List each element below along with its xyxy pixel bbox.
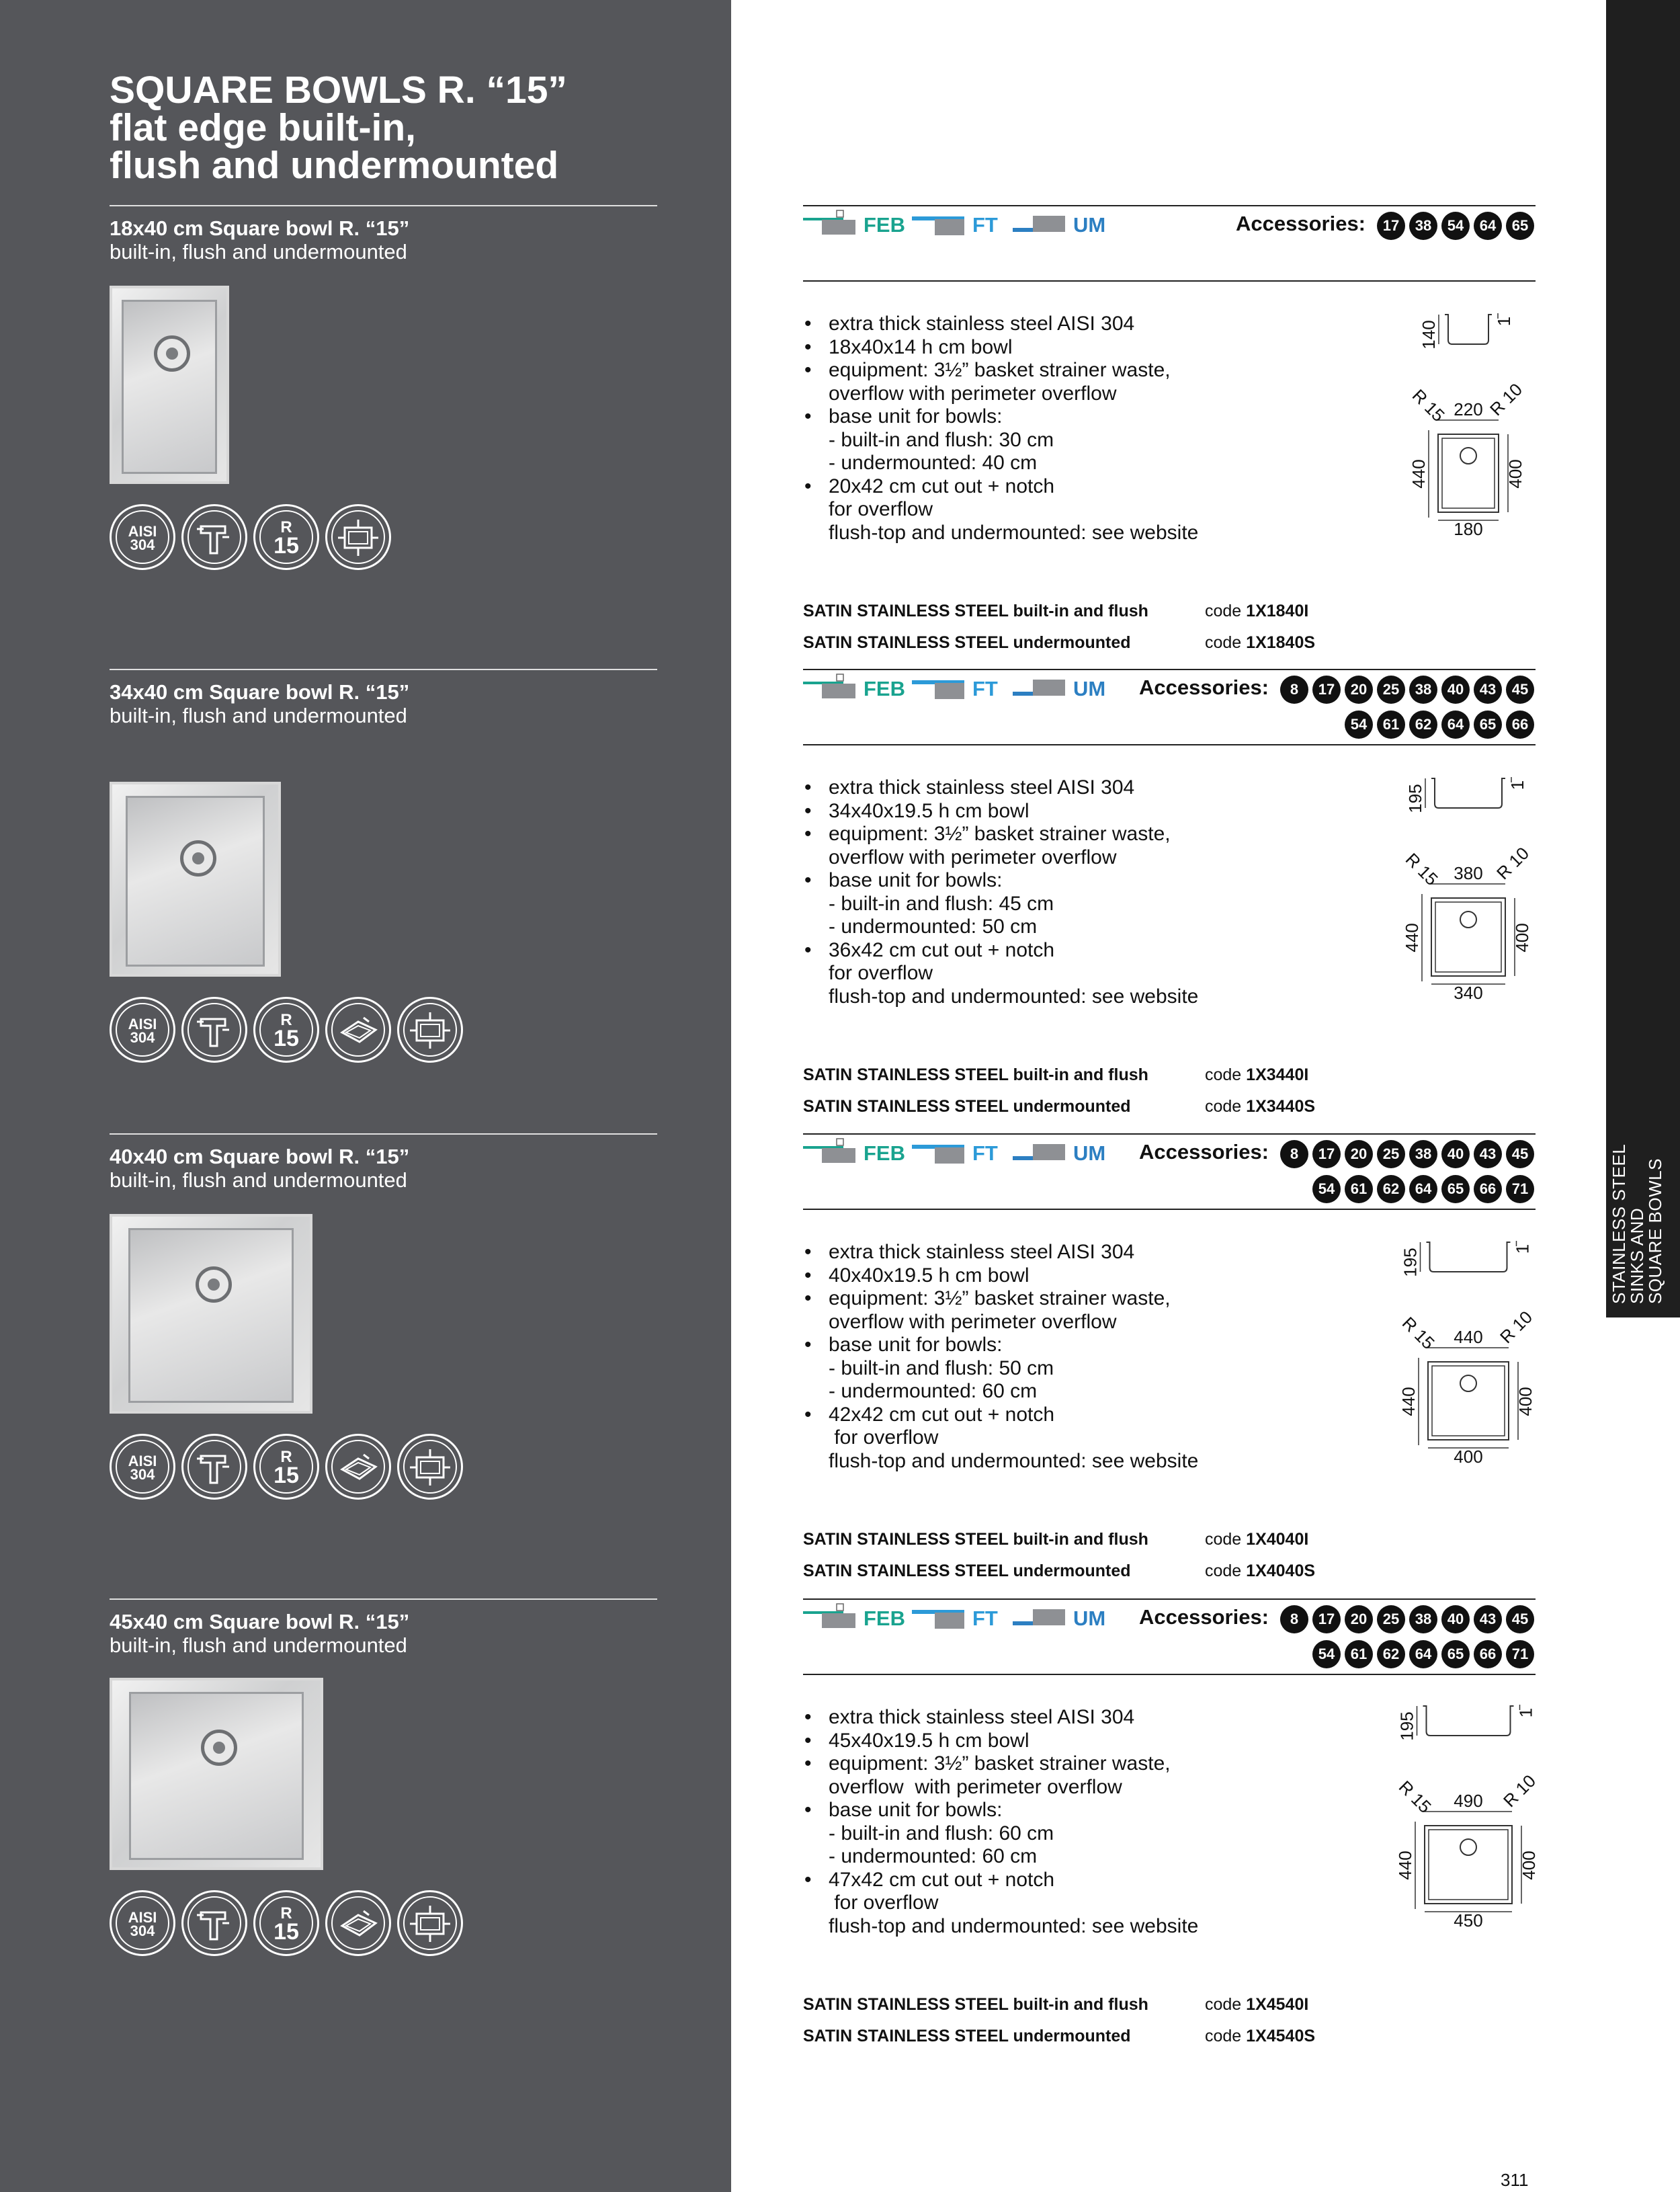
feature-item: • base unit for bowls: <box>803 1334 1198 1357</box>
feature-item: for overflow <box>829 1426 939 1449</box>
product-top-rule <box>803 669 1536 670</box>
accessory-badge[interactable]: 17 <box>1377 212 1405 240</box>
gauge-glyph <box>183 1436 245 1498</box>
product-top-rule <box>803 205 1536 206</box>
accessory-badge[interactable]: 65 <box>1441 1640 1470 1668</box>
aisi-label <box>112 1018 173 1045</box>
feature-item: - undermounted: 50 cm <box>829 916 1038 938</box>
product-top-rule <box>803 1133 1536 1135</box>
flush-icon <box>325 1434 391 1500</box>
bowl-profile <box>1431 778 1505 808</box>
flush-glyph <box>327 999 389 1061</box>
ft-label: FT <box>972 213 998 237</box>
dimension-drawing <box>1391 1230 1537 1472</box>
code-prefix: code <box>1205 2027 1242 2045</box>
accessory-badge[interactable]: 71 <box>1506 1175 1534 1203</box>
accessory-badge[interactable]: 38 <box>1409 676 1437 704</box>
feb-label: FEB <box>864 1607 905 1630</box>
product-photo <box>110 782 281 977</box>
accessory-badge[interactable]: 40 <box>1441 676 1470 704</box>
radius-bottom: 15 <box>274 533 299 559</box>
product-code <box>1205 2027 1315 2046</box>
page-title-line: flat edge built-in, <box>110 106 416 149</box>
accessories-rule <box>803 1209 1536 1210</box>
accessories-rule <box>803 280 1536 282</box>
finish-label: SATIN STAINLESS STEEL undermounted <box>803 633 1131 652</box>
feb-label: FEB <box>864 213 905 237</box>
feature-item: - built-in and flush: 50 cm <box>829 1356 1054 1379</box>
accessory-badge[interactable]: 40 <box>1441 1140 1470 1168</box>
inner-height-dimension: 400 <box>1512 923 1532 952</box>
top-width-dimension: 220 <box>1454 399 1483 419</box>
accessory-badge[interactable]: 20 <box>1345 1605 1373 1633</box>
finish-label: SATIN STAINLESS STEEL undermounted <box>803 1561 1131 1580</box>
code-value: 1X3440S <box>1246 1097 1316 1116</box>
top-width-dimension: 440 <box>1454 1327 1483 1347</box>
radius-left-label: R 15 <box>1398 1313 1439 1354</box>
gauge-icon <box>181 1434 247 1500</box>
aisi-icon <box>110 1890 175 1956</box>
drain-hole <box>1460 1839 1476 1855</box>
accessory-badge[interactable]: 40 <box>1441 1605 1470 1633</box>
feature-item: for overflow <box>829 498 933 520</box>
feature-item: • base unit for bowls: <box>803 869 1198 893</box>
finish-label: SATIN STAINLESS STEEL built-in and flush <box>803 1530 1148 1549</box>
gauge-glyph <box>183 999 245 1061</box>
gauge-icon <box>181 504 247 570</box>
outer-height-dimension: 440 <box>1395 1851 1415 1880</box>
radius-right-label: R 10 <box>1493 843 1534 884</box>
code-prefix: code <box>1205 602 1242 620</box>
accessory-badge[interactable]: 66 <box>1474 1640 1502 1668</box>
radius-icon <box>253 1890 319 1956</box>
product-name: 34x40 cm Square bowl R. “15” <box>110 680 410 704</box>
product-photo <box>110 1214 312 1414</box>
aisi-label <box>112 1455 173 1481</box>
aisi-bottom: 304 <box>130 1922 155 1939</box>
dimension-drawing <box>1391 302 1525 544</box>
product-divider <box>110 1133 657 1135</box>
ft-label: FT <box>972 677 998 700</box>
aisi-top: AISI <box>128 1453 157 1469</box>
um-label: UM <box>1073 213 1106 237</box>
accessories-label: Accessories: <box>1139 676 1269 699</box>
accessory-badge[interactable]: 17 <box>1312 1140 1341 1168</box>
feature-item: - built-in and flush: 60 cm <box>829 1822 1054 1844</box>
flush-glyph <box>327 1436 389 1498</box>
accessory-badge[interactable]: 38 <box>1409 1605 1437 1633</box>
feature-list <box>803 313 1198 544</box>
accessory-badge[interactable]: 17 <box>1312 1605 1341 1633</box>
radius-right-label: R 10 <box>1496 1307 1537 1348</box>
um-mount-icon <box>1013 210 1070 237</box>
bottom-width-dimension: 400 <box>1454 1447 1483 1467</box>
feature-item: • extra thick stainless steel AISI 304 <box>803 1241 1198 1264</box>
finish-label: SATIN STAINLESS STEEL undermounted <box>803 2027 1131 2045</box>
accessory-badge[interactable]: 54 <box>1312 1175 1341 1203</box>
feature-item: for overflow <box>829 962 933 984</box>
accessory-badge[interactable]: 54 <box>1441 212 1470 240</box>
product-photo <box>110 1678 323 1870</box>
depth-dimension: 195 <box>1400 1248 1421 1277</box>
feature-item: - built-in and flush: 30 cm <box>829 428 1054 451</box>
accessories-label: Accessories: <box>1139 1140 1269 1164</box>
feature-item: • base unit for bowls: <box>803 1799 1198 1822</box>
finish-label: SATIN STAINLESS STEEL built-in and flush <box>803 602 1148 620</box>
page-title-line: flush and undermounted <box>110 144 559 187</box>
finish-label: SATIN STAINLESS STEEL built-in and flush <box>803 1995 1148 2014</box>
um-label: UM <box>1073 1607 1106 1630</box>
aisi-label <box>112 525 173 552</box>
code-value: 1X4040S <box>1246 1561 1316 1580</box>
product-code <box>1205 1995 1308 2015</box>
accessory-badge[interactable]: 71 <box>1506 1640 1534 1668</box>
aisi-top: AISI <box>128 523 157 540</box>
accessories-rule <box>803 744 1536 745</box>
code-value: 1X4040I <box>1246 1530 1309 1549</box>
feature-item: • 42x42 cm cut out + notch <box>803 1404 1198 1427</box>
bowl-outline <box>1438 434 1499 512</box>
feature-item: flush-top and undermounted: see website <box>829 521 1199 544</box>
accessory-badge[interactable]: 66 <box>1506 711 1534 739</box>
radius-top: R <box>280 518 292 536</box>
accessory-badge[interactable]: 64 <box>1409 1640 1437 1668</box>
feature-item: • extra thick stainless steel AISI 304 <box>803 776 1198 800</box>
aisi-icon <box>110 997 175 1063</box>
bottom-width-dimension: 340 <box>1454 983 1483 1003</box>
accessory-badge[interactable]: 8 <box>1280 676 1308 704</box>
finish-label: SATIN STAINLESS STEEL undermounted <box>803 1097 1131 1116</box>
aisi-label <box>112 1911 173 1938</box>
radius-top: R <box>280 1448 292 1466</box>
aisi-bottom: 304 <box>130 536 155 553</box>
feb-mount-icon <box>803 210 860 237</box>
accessory-badge[interactable]: 25 <box>1377 1605 1405 1633</box>
accessory-badge[interactable]: 8 <box>1280 1140 1308 1168</box>
code-prefix: code <box>1205 1530 1242 1549</box>
feature-item: • base unit for bowls: <box>803 405 1198 429</box>
um-label: UM <box>1073 677 1106 700</box>
ft-mount-icon <box>912 674 969 701</box>
bowl-basin <box>122 300 218 473</box>
accessory-badge[interactable]: 45 <box>1506 1140 1534 1168</box>
gauge-icon <box>181 1890 247 1956</box>
um-mount-icon <box>1013 1604 1070 1631</box>
aisi-icon <box>110 504 175 570</box>
bowl-basin <box>126 796 265 967</box>
accessories-rule <box>803 1674 1536 1675</box>
flush-icon <box>325 997 391 1063</box>
feature-item: flush-top and undermounted: see website <box>829 1914 1199 1937</box>
accessory-badge[interactable]: 54 <box>1312 1640 1341 1668</box>
bowl-profile <box>1427 1242 1511 1272</box>
accessory-badge[interactable]: 64 <box>1441 711 1470 739</box>
product-subtitle: built-in, flush and undermounted <box>110 704 407 727</box>
feb-label: FEB <box>864 1141 905 1165</box>
bowl-outline <box>1428 1362 1509 1440</box>
product-code <box>1205 1097 1315 1117</box>
accessory-badge[interactable]: 64 <box>1474 212 1502 240</box>
gauge-icon <box>181 997 247 1063</box>
feature-item: • 47x42 cm cut out + notch <box>803 1869 1198 1892</box>
radius-bottom: 15 <box>274 1463 299 1488</box>
feature-item: overflow with perimeter overflow <box>829 1775 1122 1798</box>
dimension-drawing <box>1391 1694 1540 1936</box>
aisi-top: AISI <box>128 1016 157 1032</box>
feb-mount-icon <box>803 674 860 701</box>
feature-item: • equipment: 3½” basket strainer waste, <box>803 823 1198 846</box>
code-value: 1X4540S <box>1246 2027 1316 2045</box>
bowl-outline <box>1431 898 1505 976</box>
gauge-glyph <box>183 506 245 568</box>
accessory-badge[interactable]: 20 <box>1345 1140 1373 1168</box>
product-name: 40x40 cm Square bowl R. “15” <box>110 1145 410 1168</box>
aisi-icon <box>110 1434 175 1500</box>
section-tab-line: SINKS AND <box>1627 1207 1647 1304</box>
product-code <box>1205 1530 1308 1549</box>
accessory-badge[interactable]: 54 <box>1345 711 1373 739</box>
um-mount-icon <box>1013 674 1070 701</box>
accessory-badge[interactable]: 62 <box>1377 1175 1405 1203</box>
radius-top: R <box>280 1904 292 1922</box>
feature-item: • equipment: 3½” basket strainer waste, <box>803 1287 1198 1311</box>
ft-label: FT <box>972 1607 998 1630</box>
code-value: 1X4540I <box>1246 1995 1309 2014</box>
feature-item: overflow with perimeter overflow <box>829 1310 1117 1333</box>
product-code <box>1205 633 1315 653</box>
bowl-profile <box>1423 1706 1514 1736</box>
radius-icon <box>253 504 319 570</box>
um-label: UM <box>1073 1141 1106 1165</box>
bowl-basin <box>128 1228 294 1403</box>
product-code <box>1205 1561 1315 1581</box>
rim-dimension: 1 <box>1507 780 1527 790</box>
product-photo <box>110 286 229 484</box>
drain-hole <box>1460 448 1476 464</box>
product-code <box>1205 602 1308 621</box>
accessory-badge[interactable]: 66 <box>1474 1175 1502 1203</box>
section-tab-label <box>1610 1102 1665 1304</box>
accessory-badge[interactable]: 43 <box>1474 676 1502 704</box>
accessory-badge[interactable]: 25 <box>1377 676 1405 704</box>
flush-glyph <box>327 1892 389 1954</box>
radius-right-label: R 10 <box>1499 1771 1540 1812</box>
accessory-badge[interactable]: 61 <box>1377 711 1405 739</box>
ft-mount-icon <box>912 210 969 237</box>
feature-item: overflow with perimeter overflow <box>829 382 1117 405</box>
drain-strainer <box>196 1266 232 1303</box>
ft-label: FT <box>972 1141 998 1165</box>
cutout-icon <box>397 997 463 1063</box>
accessory-badge[interactable]: 45 <box>1506 676 1534 704</box>
rim-dimension: 1 <box>1494 316 1514 327</box>
accessory-badge[interactable]: 65 <box>1474 711 1502 739</box>
rim-dimension: 1 <box>1512 1244 1533 1254</box>
feature-list <box>803 1241 1198 1473</box>
accessory-badge[interactable]: 61 <box>1345 1640 1373 1668</box>
radius-icon <box>253 1434 319 1500</box>
aisi-bottom: 304 <box>130 1466 155 1483</box>
feature-item: flush-top and undermounted: see website <box>829 985 1199 1008</box>
accessories-label: Accessories: <box>1139 1605 1269 1629</box>
feature-item: • 18x40x14 h cm bowl <box>803 336 1198 360</box>
cutout-glyph <box>327 506 389 568</box>
drain-hole <box>1460 911 1476 928</box>
inner-height-dimension: 400 <box>1519 1851 1539 1880</box>
drain-strainer <box>154 335 190 372</box>
accessory-badge[interactable]: 38 <box>1409 212 1437 240</box>
product-subtitle: built-in, flush and undermounted <box>110 240 407 263</box>
code-prefix: code <box>1205 633 1242 652</box>
product-divider <box>110 205 657 206</box>
radius-icon <box>253 997 319 1063</box>
code-prefix: code <box>1205 1065 1242 1084</box>
feature-item: overflow with perimeter overflow <box>829 846 1117 868</box>
radius-top: R <box>280 1011 292 1029</box>
depth-dimension: 140 <box>1419 320 1439 350</box>
accessory-badge[interactable]: 62 <box>1409 711 1437 739</box>
cutout-glyph <box>399 999 461 1061</box>
aisi-top: AISI <box>128 1909 157 1926</box>
inner-height-dimension: 400 <box>1505 459 1525 489</box>
feature-list <box>803 1706 1198 1938</box>
feature-item: • extra thick stainless steel AISI 304 <box>803 1706 1198 1730</box>
feature-item: • 34x40x19.5 h cm bowl <box>803 800 1198 823</box>
product-name: 45x40 cm Square bowl R. “15” <box>110 1610 410 1633</box>
feature-item: • 40x40x19.5 h cm bowl <box>803 1264 1198 1288</box>
accessory-badge[interactable]: 38 <box>1409 1140 1437 1168</box>
product-top-rule <box>803 1598 1536 1600</box>
product-name: 18x40 cm Square bowl R. “15” <box>110 216 410 240</box>
radius-bottom: 15 <box>274 1026 299 1051</box>
accessory-badge[interactable]: 25 <box>1377 1140 1405 1168</box>
product-code <box>1205 1065 1308 1085</box>
feature-item: - undermounted: 60 cm <box>829 1845 1038 1867</box>
depth-dimension: 195 <box>1396 1711 1417 1741</box>
feature-item: • equipment: 3½” basket strainer waste, <box>803 359 1198 382</box>
product-subtitle: built-in, flush and undermounted <box>110 1168 407 1192</box>
radius-left-label: R 15 <box>1408 385 1449 426</box>
drain-hole <box>1460 1375 1476 1391</box>
cutout-glyph <box>399 1892 461 1954</box>
feature-list <box>803 776 1198 1008</box>
bottom-width-dimension: 450 <box>1454 1910 1483 1931</box>
accessory-badge[interactable]: 62 <box>1377 1640 1405 1668</box>
accessory-badge[interactable]: 64 <box>1409 1175 1437 1203</box>
radius-right-label: R 10 <box>1486 379 1527 420</box>
outer-height-dimension: 440 <box>1402 923 1422 952</box>
product-subtitle: built-in, flush and undermounted <box>110 1633 407 1657</box>
ft-mount-icon <box>912 1139 969 1166</box>
inner-height-dimension: 400 <box>1515 1387 1536 1416</box>
outer-height-dimension: 440 <box>1409 459 1429 489</box>
rim-dimension: 1 <box>1515 1707 1536 1718</box>
accessories-label: Accessories: <box>1236 212 1366 235</box>
code-value: 1X3440I <box>1246 1065 1309 1084</box>
accessory-badge[interactable]: 8 <box>1280 1605 1308 1633</box>
code-value: 1X1840I <box>1246 602 1309 620</box>
accessory-badge[interactable]: 61 <box>1345 1175 1373 1203</box>
outer-height-dimension: 440 <box>1398 1387 1419 1416</box>
feature-item: - built-in and flush: 45 cm <box>829 892 1054 915</box>
cutout-icon <box>325 504 391 570</box>
feature-item: • 36x42 cm cut out + notch <box>803 939 1198 963</box>
feature-item: • equipment: 3½” basket strainer waste, <box>803 1752 1198 1776</box>
accessory-badge[interactable]: 43 <box>1474 1605 1502 1633</box>
feature-item: for overflow <box>829 1892 939 1914</box>
aisi-bottom: 304 <box>130 1029 155 1046</box>
product-divider <box>110 1598 657 1600</box>
finish-label: SATIN STAINLESS STEEL built-in and flush <box>803 1065 1148 1084</box>
code-prefix: code <box>1205 1995 1242 2014</box>
top-width-dimension: 380 <box>1454 863 1483 883</box>
feature-item: • 45x40x19.5 h cm bowl <box>803 1730 1198 1753</box>
accessory-badge[interactable]: 43 <box>1474 1140 1502 1168</box>
accessory-badge[interactable]: 65 <box>1506 212 1534 240</box>
feb-mount-icon <box>803 1139 860 1166</box>
bowl-outline <box>1425 1826 1512 1904</box>
drain-strainer <box>180 840 216 877</box>
accessory-badge[interactable]: 65 <box>1441 1175 1470 1203</box>
accessory-badge[interactable]: 45 <box>1506 1605 1534 1633</box>
radius-left-label: R 15 <box>1401 849 1442 890</box>
dimension-drawing <box>1391 766 1534 1008</box>
accessory-badge[interactable]: 20 <box>1345 676 1373 704</box>
section-tab-line: SQUARE BOWLS <box>1645 1158 1665 1304</box>
cutout-icon <box>397 1434 463 1500</box>
bottom-width-dimension: 180 <box>1454 519 1483 539</box>
ft-mount-icon <box>912 1604 969 1631</box>
bowl-basin <box>129 1692 304 1860</box>
bowl-profile <box>1445 315 1492 344</box>
page-title-line: SQUARE BOWLS R. “15” <box>110 69 567 112</box>
cutout-glyph <box>399 1436 461 1498</box>
gauge-glyph <box>183 1892 245 1954</box>
feature-item: • 20x42 cm cut out + notch <box>803 475 1198 499</box>
feb-mount-icon <box>803 1604 860 1631</box>
section-tab-line: STAINLESS STEEL <box>1609 1143 1629 1304</box>
depth-dimension: 195 <box>1405 784 1425 813</box>
feature-item: - undermounted: 40 cm <box>829 452 1038 474</box>
page-title <box>110 69 567 187</box>
flush-icon <box>325 1890 391 1956</box>
feature-item: • extra thick stainless steel AISI 304 <box>803 313 1198 336</box>
radius-left-label: R 15 <box>1394 1777 1435 1818</box>
drain-strainer <box>201 1730 237 1766</box>
feature-item: flush-top and undermounted: see website <box>829 1449 1199 1472</box>
code-prefix: code <box>1205 1097 1242 1116</box>
top-width-dimension: 490 <box>1454 1791 1483 1811</box>
product-divider <box>110 669 657 670</box>
code-value: 1X1840S <box>1246 633 1316 652</box>
cutout-icon <box>397 1890 463 1956</box>
code-prefix: code <box>1205 1561 1242 1580</box>
feb-label: FEB <box>864 677 905 700</box>
feature-item: - undermounted: 60 cm <box>829 1380 1038 1402</box>
page-number: 311 <box>1501 2170 1529 2190</box>
radius-bottom: 15 <box>274 1919 299 1945</box>
um-mount-icon <box>1013 1139 1070 1166</box>
accessory-badge[interactable]: 17 <box>1312 676 1341 704</box>
